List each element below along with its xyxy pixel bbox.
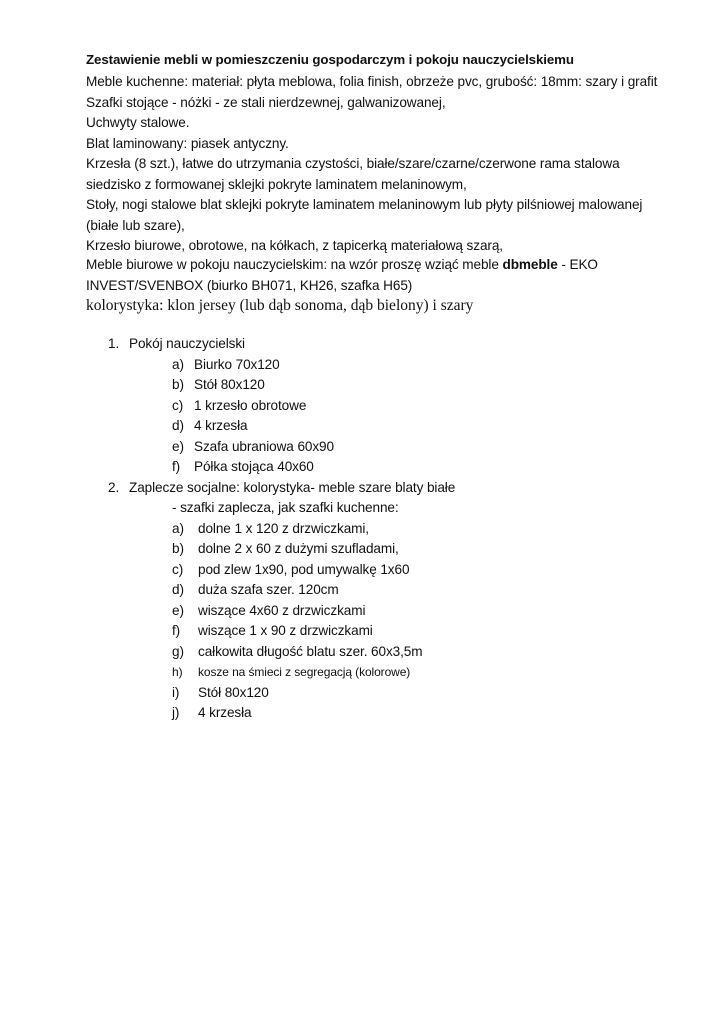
list-marker: 1. [108,336,120,351]
office-line-text: Meble biurowe w pokoju nauczycielskim: na wzór proszę wziąć meble [86,257,503,272]
list-marker: e) [172,438,184,454]
office-line [86,255,686,276]
office-line-text: - EKO [557,257,598,272]
list-item-text: wiszące 1 x 90 z drzwiczkami [198,623,373,638]
document-title: Zestawienie mebli w pomieszczeniu gospodarczym i pokoju nauczycielskiemu [86,52,574,67]
list-marker: j) [172,705,180,720]
intro-line: Szafki stojące - nóżki - ze stali nierdzewnej, galwanizowanej, [86,94,446,110]
list-marker: b) [172,541,184,556]
list-marker: 2. [108,479,120,495]
intro-line: Blat laminowany: piasek antyczny. [86,135,289,151]
list-marker: h) [172,665,183,679]
list-item-text: Biurko 70x120 [194,356,280,372]
section-heading: Zaplecze socjalne: kolorystyka- meble szare blaty białe [129,479,456,495]
list-marker: c) [172,397,184,413]
list-item-text: duża szafa szer. 120cm [198,582,339,597]
brand-name: dbmeble [502,257,558,272]
list-marker: a) [172,520,184,536]
list-item-text: dolne 2 x 60 z dużymi szufladami, [198,541,399,556]
intro-line: siedzisko z formowanej sklejki pokryte laminatem melaninowym, [86,176,467,192]
list-marker: g) [172,643,184,659]
list-item-text: 4 krzesła [198,705,252,720]
list-item-text: dolne 1 x 120 z drzwiczkami, [198,520,369,536]
section-subheading: - szafki zaplecza, jak szafki kuchenne: [172,500,399,515]
list-item-text: Stół 80x120 [198,684,269,700]
intro-line: Uchwyty stalowe. [86,115,190,130]
list-item-text: pod zlew 1x90, pod umywalkę 1x60 [198,561,410,577]
list-marker: b) [172,377,184,392]
section-heading: Pokój nauczycielski [129,336,245,351]
list-item-text: Szafa ubraniowa 60x90 [194,438,334,454]
list-item-text: wiszące 4x60 z drzwiczkami [198,602,366,618]
list-item-text: kosze na śmieci z segregacją (kolorowe) [198,665,411,679]
list-marker: f) [172,459,181,474]
list-marker: d) [172,418,184,433]
office-line: INVEST/SVENBOX (biurko BH071, KH26, szafka H65) [86,277,413,293]
list-marker: d) [172,582,184,597]
intro-line: (białe lub szare), [86,217,185,233]
list-item-text: Stół 80x120 [194,377,265,392]
intro-line: Meble kuchenne: materiał: płyta meblowa, folia finish, obrzeże pvc, grubość: 18mm: szary i grafit [86,74,658,89]
list-marker: c) [172,561,184,577]
list-marker: a) [172,356,184,372]
intro-line: Krzesła (8 szt.), łatwe do utrzymania czystości, białe/szare/czarne/czerwone rama stalowa [86,156,620,171]
list-item-text: całkowita długość blatu szer. 60x3,5m [198,643,423,659]
kitchen-furniture-description [86,72,686,257]
list-marker: i) [172,684,180,700]
intro-line: Stoły, nogi stalowe blat sklejki pokryte laminatem melaninowym lub płyty pilśniowej malowanej [86,197,643,212]
list-item-text: Półka stojąca 40x60 [194,459,314,474]
list-marker: f) [172,623,181,638]
office-furniture-description [86,255,686,317]
list-item-text: 4 krzesła [194,418,248,433]
intro-line: Krzesło biurowe, obrotowe, na kółkach, z tapicerką materiałową szarą, [86,238,503,253]
color-scheme-line: kolorystyka: klon jersey (lub dąb sonoma, dąb bielony) i szary [86,297,474,314]
list-marker: e) [172,602,184,618]
list-item-text: 1 krzesło obrotowe [194,397,307,413]
